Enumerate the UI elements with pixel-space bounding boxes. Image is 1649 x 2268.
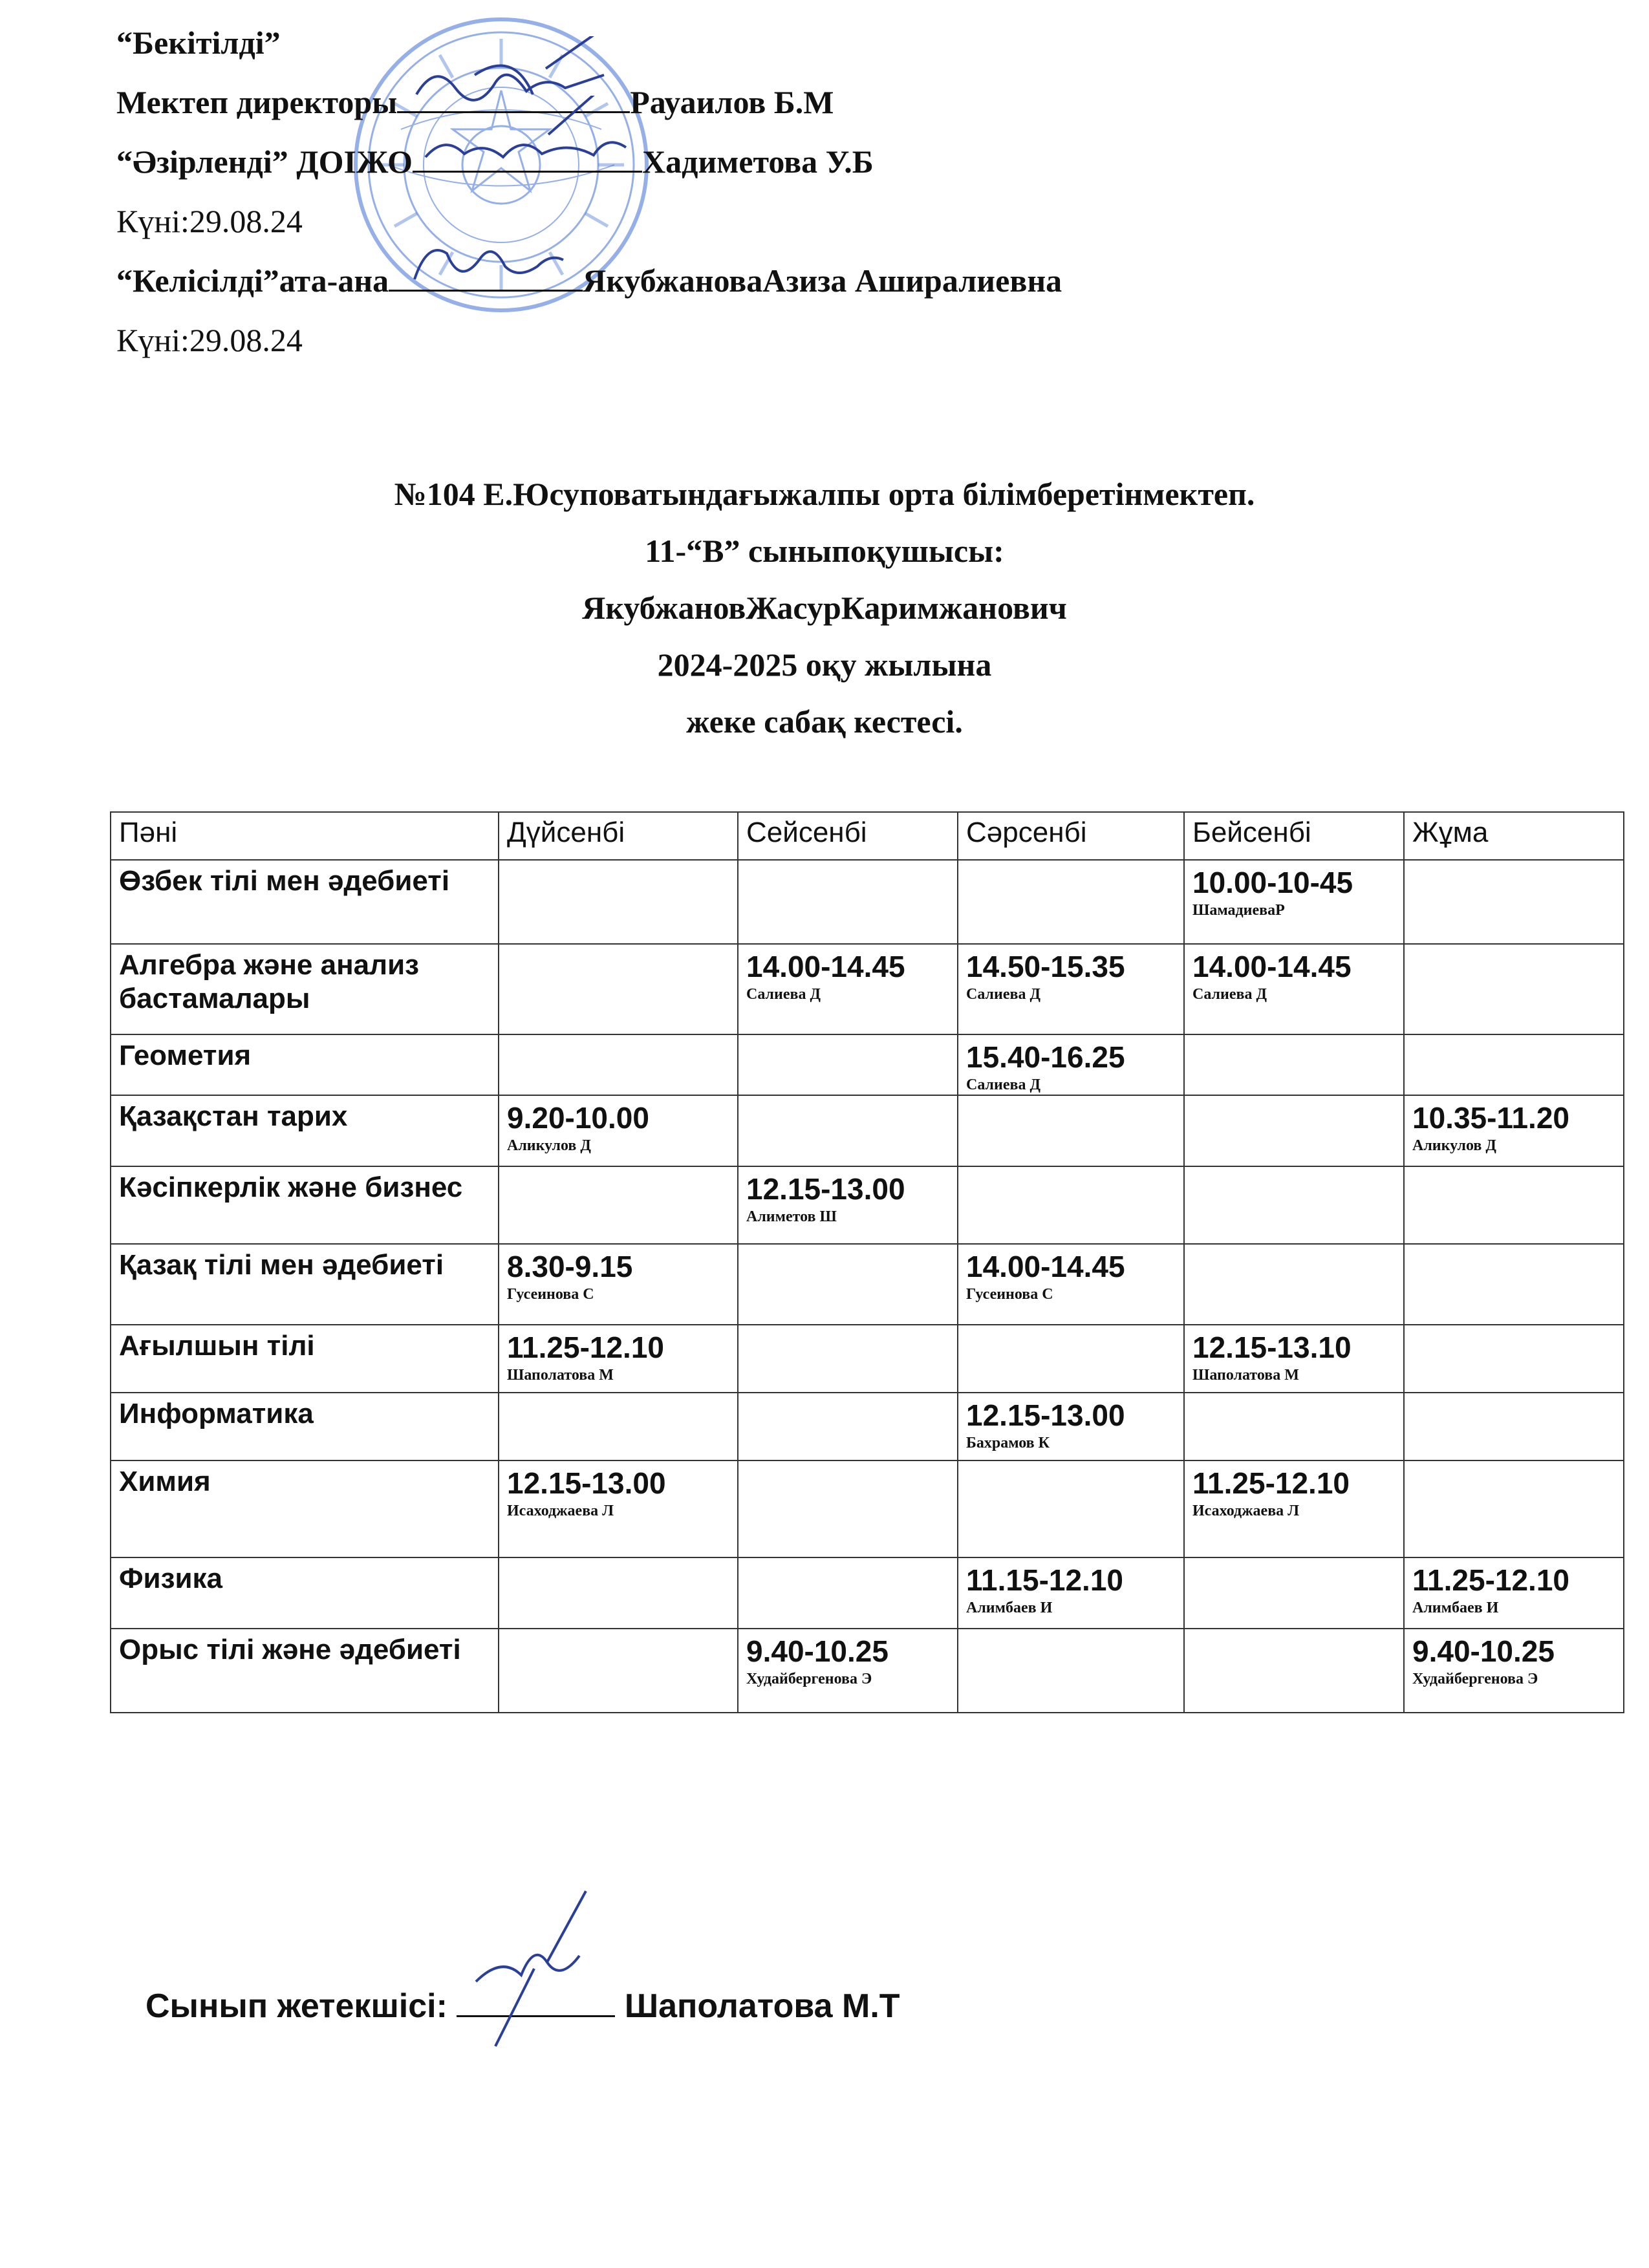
prepared-name: Хадиметова У.Б xyxy=(642,144,874,180)
lesson-cell xyxy=(738,1557,958,1629)
lesson-cell xyxy=(1404,860,1624,944)
table-row xyxy=(111,944,1624,1034)
lesson-cell xyxy=(1404,1393,1624,1460)
lesson-time: 12.15-13.00 xyxy=(507,1466,666,1500)
lesson-cell xyxy=(1404,1244,1624,1325)
lesson-cell xyxy=(1404,1460,1624,1557)
table-row xyxy=(111,1629,1624,1713)
lesson-cell xyxy=(738,1034,958,1095)
lesson-cell xyxy=(958,1460,1184,1557)
lesson-cell xyxy=(1404,1557,1624,1629)
subject-cell: Ағылшын тілі xyxy=(111,1325,499,1393)
lesson-time: 9.20-10.00 xyxy=(507,1101,649,1135)
header-monday: Дүйсенбі xyxy=(499,812,738,860)
teacher-name: Исаходжаева Л xyxy=(507,1503,614,1519)
lesson-time: 14.00-14.45 xyxy=(1192,950,1352,983)
teacher-name: Худайбергенова Э xyxy=(1412,1671,1538,1687)
lesson-time: 9.40-10.25 xyxy=(746,1634,889,1668)
lesson-cell xyxy=(958,1244,1184,1325)
lesson-cell xyxy=(499,1325,738,1393)
lesson-cell xyxy=(738,1393,958,1460)
lesson-cell xyxy=(1404,1629,1624,1713)
prepared-line xyxy=(116,132,1410,191)
lesson-cell xyxy=(738,1244,958,1325)
table-row xyxy=(111,1393,1624,1460)
lesson-cell xyxy=(1184,860,1404,944)
subject-cell: Кәсіпкерлік және бизнес xyxy=(111,1166,499,1244)
header-friday: Жұма xyxy=(1404,812,1624,860)
schedule-body xyxy=(111,860,1624,1713)
lesson-cell xyxy=(499,1629,738,1713)
lesson-cell xyxy=(738,1460,958,1557)
teacher-name: Гусеинова С xyxy=(507,1286,594,1303)
lesson-cell xyxy=(738,1629,958,1713)
subject-cell: Қазақ тілі мен әдебиеті xyxy=(111,1244,499,1325)
prepared-prefix: “Әзірленді” ДОІЖО xyxy=(116,144,413,180)
class-teacher-signature-line xyxy=(457,1982,615,2017)
lesson-cell xyxy=(1184,1244,1404,1325)
title-line-student: ЯкубжановЖасурКаримжанович xyxy=(582,590,1067,626)
subject-cell: Физика xyxy=(111,1557,499,1629)
lesson-time: 8.30-9.15 xyxy=(507,1250,633,1283)
lesson-time: 12.15-13.10 xyxy=(1192,1331,1352,1364)
table-row xyxy=(111,1034,1624,1095)
lesson-time: 11.25-12.10 xyxy=(507,1331,665,1364)
teacher-name: Алиметов Ш xyxy=(746,1208,837,1225)
table-row xyxy=(111,1325,1624,1393)
table-row xyxy=(111,1166,1624,1244)
table-row xyxy=(111,1460,1624,1557)
lesson-cell xyxy=(738,860,958,944)
lesson-cell xyxy=(958,1166,1184,1244)
lesson-time: 14.00-14.45 xyxy=(966,1250,1125,1283)
teacher-name: Исаходжаева Л xyxy=(1192,1503,1300,1519)
lesson-cell xyxy=(958,944,1184,1034)
lesson-time: 11.25-12.10 xyxy=(1412,1563,1570,1597)
teacher-name: Худайбергенова Э xyxy=(746,1671,872,1687)
lesson-cell xyxy=(738,944,958,1034)
lesson-cell xyxy=(738,1095,958,1166)
lesson-cell xyxy=(499,1557,738,1629)
title-line-year: 2024-2025 оқу жылына xyxy=(657,647,992,683)
agreed-prefix: “Келісілді”ата-ана xyxy=(116,262,389,299)
director-line xyxy=(116,72,1410,132)
lesson-cell xyxy=(499,944,738,1034)
lesson-time: 14.50-15.35 xyxy=(966,950,1125,983)
subject-cell: Өзбек тілі мен әдебиеті xyxy=(111,860,499,944)
lesson-time: 12.15-13.00 xyxy=(746,1172,905,1206)
teacher-name: Шаполатова М xyxy=(507,1367,614,1384)
schedule-table xyxy=(110,811,1624,1713)
lesson-time: 12.15-13.00 xyxy=(966,1398,1125,1432)
teacher-name: Алимбаев И xyxy=(1412,1599,1499,1616)
teacher-name: Шаполатова М xyxy=(1192,1367,1299,1384)
lesson-cell xyxy=(958,1325,1184,1393)
lesson-cell xyxy=(1404,944,1624,1034)
teacher-name: Гусеинова С xyxy=(966,1286,1053,1303)
lesson-cell xyxy=(958,1629,1184,1713)
teacher-name: Аликулов Д xyxy=(1412,1137,1496,1154)
date-line-2: Күні:29.08.24 xyxy=(116,322,303,358)
parent-signature xyxy=(389,215,583,299)
lesson-cell xyxy=(499,860,738,944)
title-line-caption: жеке сабақ кестесі. xyxy=(686,703,963,740)
subject-cell: Алгебра және анализ бастамалары xyxy=(111,944,499,1034)
teacher-name: Аликулов Д xyxy=(507,1137,591,1154)
table-row xyxy=(111,1557,1624,1629)
lesson-cell xyxy=(499,1095,738,1166)
agreed-name: ЯкубжановаАзиза Аширалиевна xyxy=(583,262,1062,299)
subject-cell: Геометия xyxy=(111,1034,499,1095)
prepared-signature xyxy=(413,96,642,180)
lesson-cell xyxy=(1184,1557,1404,1629)
table-row xyxy=(111,860,1624,944)
title-line-class: 11-“В” сыныпоқушысы: xyxy=(645,533,1004,569)
lesson-cell xyxy=(738,1166,958,1244)
approval-header xyxy=(116,13,1410,370)
title-line-school: №104 Е.Юсуповатындағыжалпы орта білімберетінмектеп. xyxy=(394,476,1255,512)
table-row xyxy=(111,1095,1624,1166)
lesson-cell xyxy=(1184,1393,1404,1460)
agreed-line xyxy=(116,251,1410,310)
lesson-cell xyxy=(738,1325,958,1393)
lesson-cell xyxy=(958,1393,1184,1460)
lesson-cell xyxy=(958,1034,1184,1095)
date-line-1: Күні:29.08.24 xyxy=(116,203,303,239)
header-tuesday: Сейсенбі xyxy=(738,812,958,860)
lesson-cell xyxy=(958,1557,1184,1629)
lesson-cell xyxy=(1184,1034,1404,1095)
subject-cell: Орыс тілі және әдебиеті xyxy=(111,1629,499,1713)
class-teacher-label: Сынып жетекшісі: xyxy=(146,1987,447,2025)
teacher-name: Салиева Д xyxy=(746,986,821,1003)
header-thursday: Бейсенбі xyxy=(1184,812,1404,860)
lesson-cell xyxy=(1404,1166,1624,1244)
lesson-time: 15.40-16.25 xyxy=(966,1040,1125,1074)
header-wednesday: Сәрсенбі xyxy=(958,812,1184,860)
teacher-name: Салиева Д xyxy=(966,986,1040,1003)
class-teacher-signature xyxy=(457,1885,615,2053)
lesson-cell xyxy=(499,1166,738,1244)
lesson-cell xyxy=(1184,1460,1404,1557)
subject-cell: Қазақстан тарих xyxy=(111,1095,499,1166)
lesson-time: 9.40-10.25 xyxy=(1412,1634,1555,1668)
lesson-cell xyxy=(499,1034,738,1095)
lesson-cell xyxy=(1184,1095,1404,1166)
teacher-name: Алимбаев И xyxy=(966,1599,1053,1616)
lesson-cell xyxy=(499,1460,738,1557)
teacher-name: Салиева Д xyxy=(1192,986,1267,1003)
table-header-row xyxy=(111,812,1624,860)
lesson-cell xyxy=(1184,1629,1404,1713)
lesson-cell xyxy=(1184,1166,1404,1244)
director-prefix: Мектеп директоры xyxy=(116,84,398,120)
lesson-cell xyxy=(1404,1034,1624,1095)
lesson-time: 11.15-12.10 xyxy=(966,1563,1124,1597)
class-teacher-name: Шаполатова М.Т xyxy=(624,1987,900,2025)
class-teacher-line xyxy=(146,1982,900,2026)
lesson-time: 10.00-10-45 xyxy=(1192,866,1353,899)
lesson-cell xyxy=(1184,1325,1404,1393)
schedule-title xyxy=(0,465,1649,750)
director-name: Рауаилов Б.М xyxy=(630,84,834,120)
lesson-cell xyxy=(1404,1095,1624,1166)
prepared-signature-line xyxy=(413,141,642,173)
table-row xyxy=(111,1244,1624,1325)
teacher-name: Бахрамов К xyxy=(966,1435,1050,1451)
subject-cell: Информатика xyxy=(111,1393,499,1460)
lesson-time: 14.00-14.45 xyxy=(746,950,905,983)
lesson-cell xyxy=(499,1393,738,1460)
teacher-name: ШамадиеваР xyxy=(1192,902,1285,919)
lesson-cell xyxy=(958,860,1184,944)
approved-label: “Бекітілді” xyxy=(116,25,281,61)
lesson-cell xyxy=(1404,1325,1624,1393)
lesson-time: 11.25-12.10 xyxy=(1192,1466,1350,1500)
lesson-cell xyxy=(1184,944,1404,1034)
teacher-name: Салиева Д xyxy=(966,1076,1040,1093)
agreed-signature-line xyxy=(389,260,583,292)
lesson-cell xyxy=(499,1244,738,1325)
subject-cell: Химия xyxy=(111,1460,499,1557)
lesson-cell xyxy=(958,1095,1184,1166)
header-subject: Пәні xyxy=(111,812,499,860)
lesson-time: 10.35-11.20 xyxy=(1412,1101,1570,1135)
